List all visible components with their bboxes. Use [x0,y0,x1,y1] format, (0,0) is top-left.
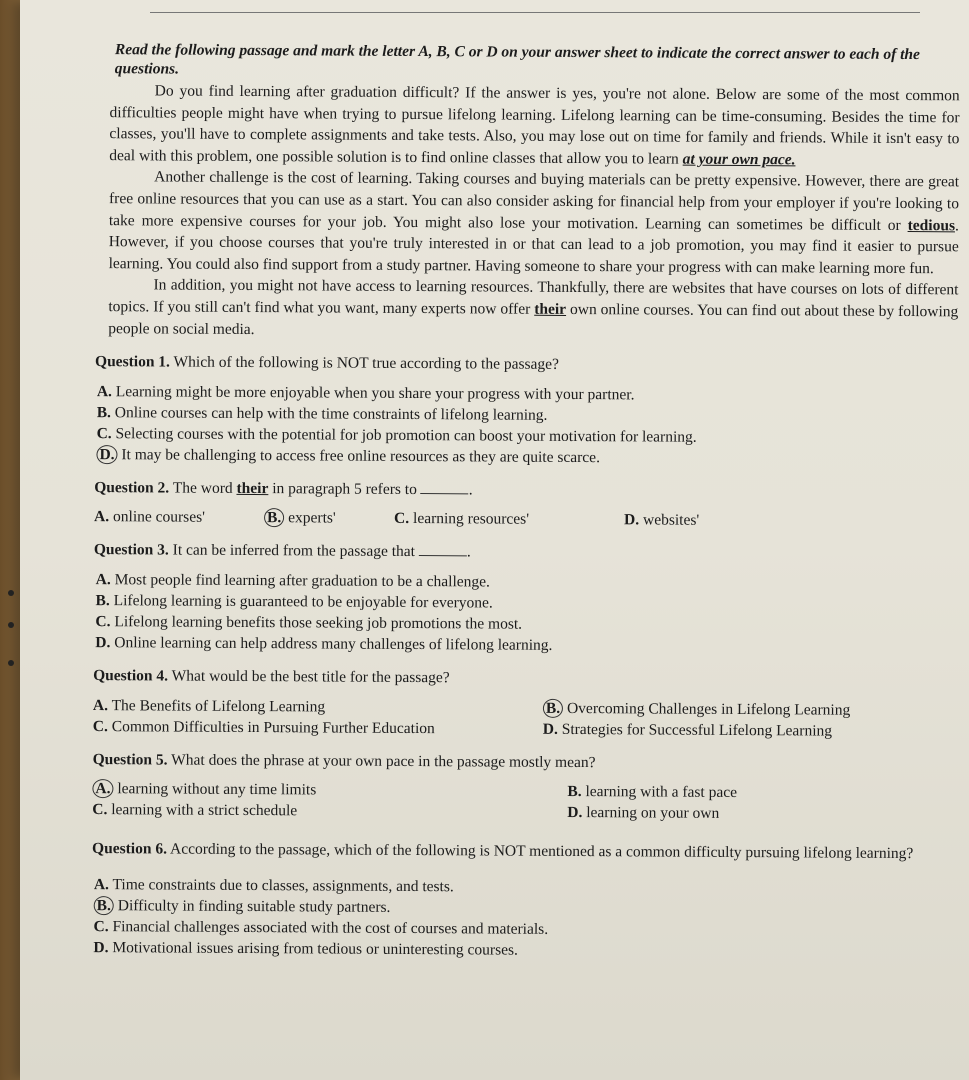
instruction: Read the following passage and mark the letter A, B, C or D on your answer sheet to indicate the correct answer to each of the questions. [114,41,921,78]
option-b[interactable]: B. learning with a fast pace [567,783,738,802]
pen-mark [8,590,14,596]
option-a[interactable]: A. The Benefits of Lifelong Learning [92,696,326,715]
question-stem: Question 1. Which of the following is NOT true according to the passage? [94,353,560,374]
options-row [80,799,955,825]
option-c[interactable]: C. Lifelong learning benefits those seeking job promotions the most. [95,612,523,633]
paragraph-1 [84,80,960,172]
circled-answer: D. [96,445,117,464]
option-c[interactable]: C. learning with a strict schedule [92,801,298,820]
paragraph-text: Another challenge is the cost of learning. Taking courses and buying materials can be pretty expensive. However, there are great free online resources that you can use as a start. You can also consider asking for financial help from your employer if you're looking to take more expensive courses for your job. You might also lose your motivation. Learning can sometimes be difficult or [108,168,960,234]
option-a[interactable]: A. online courses' [94,508,205,527]
option-a[interactable]: A. Time constraints due to classes, assignments, and tests. [93,876,454,896]
option-d[interactable]: D. Motivational issues arising from tedious or uninteresting courses. [93,939,518,959]
paragraph-text: In addition, you might not have access to learning resources. Thankfully, there are websites that have courses on lots of different topics. If you still can't find what you want, many experts now offer [108,276,959,318]
option-a[interactable]: A. Most people find learning after graduation to be a challenge. [95,570,491,591]
question-stem: Question 6. According to the passage, which of the following is NOT mentioned as a common difficulty pursuing lifelong learning? [92,840,914,863]
circled-answer: B. [94,896,114,915]
question-5 [80,748,955,825]
option-c[interactable]: C. Common Difficulties in Pursuing Further Education [92,717,435,737]
option-a[interactable]: A. learning without any time limits [92,778,567,802]
question-4 [81,665,956,742]
question-6 [79,832,955,963]
option-c[interactable]: C. learning resources' [394,510,530,529]
option-b[interactable]: B. experts' [264,507,394,529]
option-a[interactable]: A. Learning might be more enjoyable when you share your progress with your partner. [96,382,635,404]
question-stem: Question 2. The word their in paragraph 5 refers to . [94,478,473,499]
pen-mark [8,660,14,666]
top-rule [150,12,920,13]
option-d[interactable]: D. learning on your own [567,804,720,822]
option-b[interactable]: B. Lifelong learning is guaranteed to be enjoyable for everyone. [95,591,493,612]
paragraph-3 [83,274,958,344]
options-row [81,715,956,741]
circled-answer: B. [264,508,284,527]
question-stem: Question 5. What does the phrase at your own pace in the passage mostly mean? [92,750,596,771]
options-row [82,506,957,532]
option-c[interactable]: C. Selecting courses with the potential for job promotion can boost your motivation for learning. [96,424,697,446]
question-stem: Question 3. It can be inferred from the passage that . [93,541,471,561]
underlined-word: their [534,300,567,318]
option-d[interactable]: D. Strategies for Successful Lifelong Learning [542,720,833,740]
answer-blank [421,481,469,494]
option-d[interactable]: D. Online learning can help address many challenges of lifelong learning. [95,633,553,654]
option-c[interactable]: C. Financial challenges associated with the cost of courses and materials. [93,918,549,938]
paragraph-text: Do you find learning after graduation difficult? If the answer is yes, you're not alone. Below are some of the most common difficulties people might have when trying to pursue lifelong learning. Lifelong learning can be time-consuming. Besides the time for classes, you'll have to complete assignments and take tests. Also, you may lose out on time for family and friends. While it isn't easy to deal with this problem, one possible solution is to find online classes that allow you to learn [109,82,960,168]
option-b[interactable]: B. Overcoming Challenges in Lifelong Learning [543,697,850,720]
circled-answer: B. [543,698,563,717]
option-b[interactable]: B. Online courses can help with the time constraints of lifelong learning. [96,403,548,424]
option-d[interactable]: D. websites' [624,511,700,530]
question-3 [81,539,957,658]
paragraph-text: . However, if you choose courses that you're truly interested in or that can lead to a job promotion, you may find it easier to pursue learning. You could also find support from a study partner. Having someone to share your progress with can make learning more fun. [108,216,959,277]
pen-mark [8,622,14,628]
paragraph-2 [84,166,960,279]
question-1 [82,351,958,470]
paragraph-text: own online courses. You can find out about these by following people on social media. [108,300,959,338]
question-2 [82,477,957,533]
answer-blank [419,543,467,556]
option-d[interactable]: D. It may be challenging to access free online resources as they are quite scarce. [82,444,957,470]
option-b[interactable]: B. Difficulty in finding suitable study partners. [80,895,955,921]
underlined-word: tedious [907,216,956,234]
question-stem: Question 4. What would be the best title for the passage? [93,666,450,687]
circled-answer: A. [92,779,113,798]
underlined-phrase: at your own pace. [682,150,796,169]
worksheet-content [79,40,960,963]
